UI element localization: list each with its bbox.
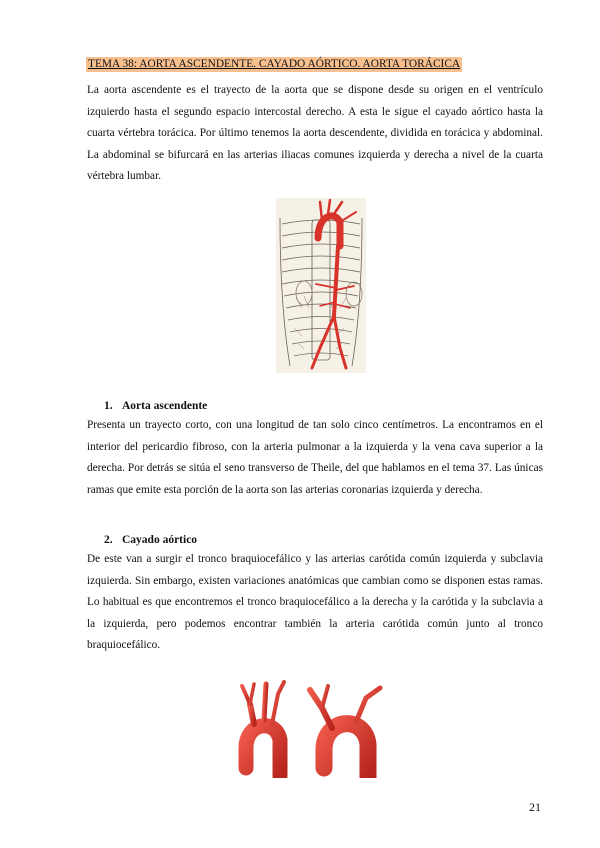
intro-paragraph: La aorta ascendente es el trayecto de la aorta que se dispone desde su origen en el ventrículo izquierdo hasta el segundo espacio intercostal derecho. A esta le sigue el cayado aórtico hasta la cuarta vértebra torácica. Por último tenemos la aorta descendente, dividida en torácica y abdominal. La abdominal se bifurcará en las arterias iliacas comunes izquierda y derecha a nivel de la cuarta vértebra lumbar. <box>87 84 543 182</box>
section-paragraph-aorta-ascendente: Presenta un trayecto corto, con una longitud de tan solo cinco centímetros. La encontramos en el interior del pericardio fibroso, con la arteria pulmonar a la izquierda y la vena cava superior a la derecha. Por detrás se sitúa el seno transverso de Theile, del que hablamos en el tema 37. Las únicas ramas que emite esta porción de la aorta son las arterias coronarias izquierda y derecha. <box>87 419 543 496</box>
aortic-arch-variants-illustration <box>224 678 384 778</box>
section-heading-aorta-ascendente <box>104 398 207 414</box>
section-heading-cayado-aortico <box>104 532 197 548</box>
page-title: TEMA 38: AORTA ASCENDENTE. CAYADO AÓRTICO. AORTA TORÁCICA <box>88 58 461 70</box>
section-number: 1. <box>104 400 113 412</box>
section-number: 2. <box>104 534 113 546</box>
section-title: Aorta ascendente <box>122 400 208 412</box>
aorta-spine-illustration <box>276 198 366 373</box>
page-number: 21 <box>529 800 541 814</box>
section-title: Cayado aórtico <box>122 534 198 546</box>
section-paragraph-cayado-aortico: De este van a surgir el tronco braquiocefálico y las arterias carótida común izquierda y subclavia izquierda. Sin embargo, existen variaciones anatómicas que cambian como se disponen estas ramas. Lo habitual es que encontremos el tronco braquiocefálico a la derecha y la carótida y la subclavia a la izquierda, pero podemos encontrar también la arteria carótida común junto al tronco braquiocefálico. <box>87 553 543 651</box>
